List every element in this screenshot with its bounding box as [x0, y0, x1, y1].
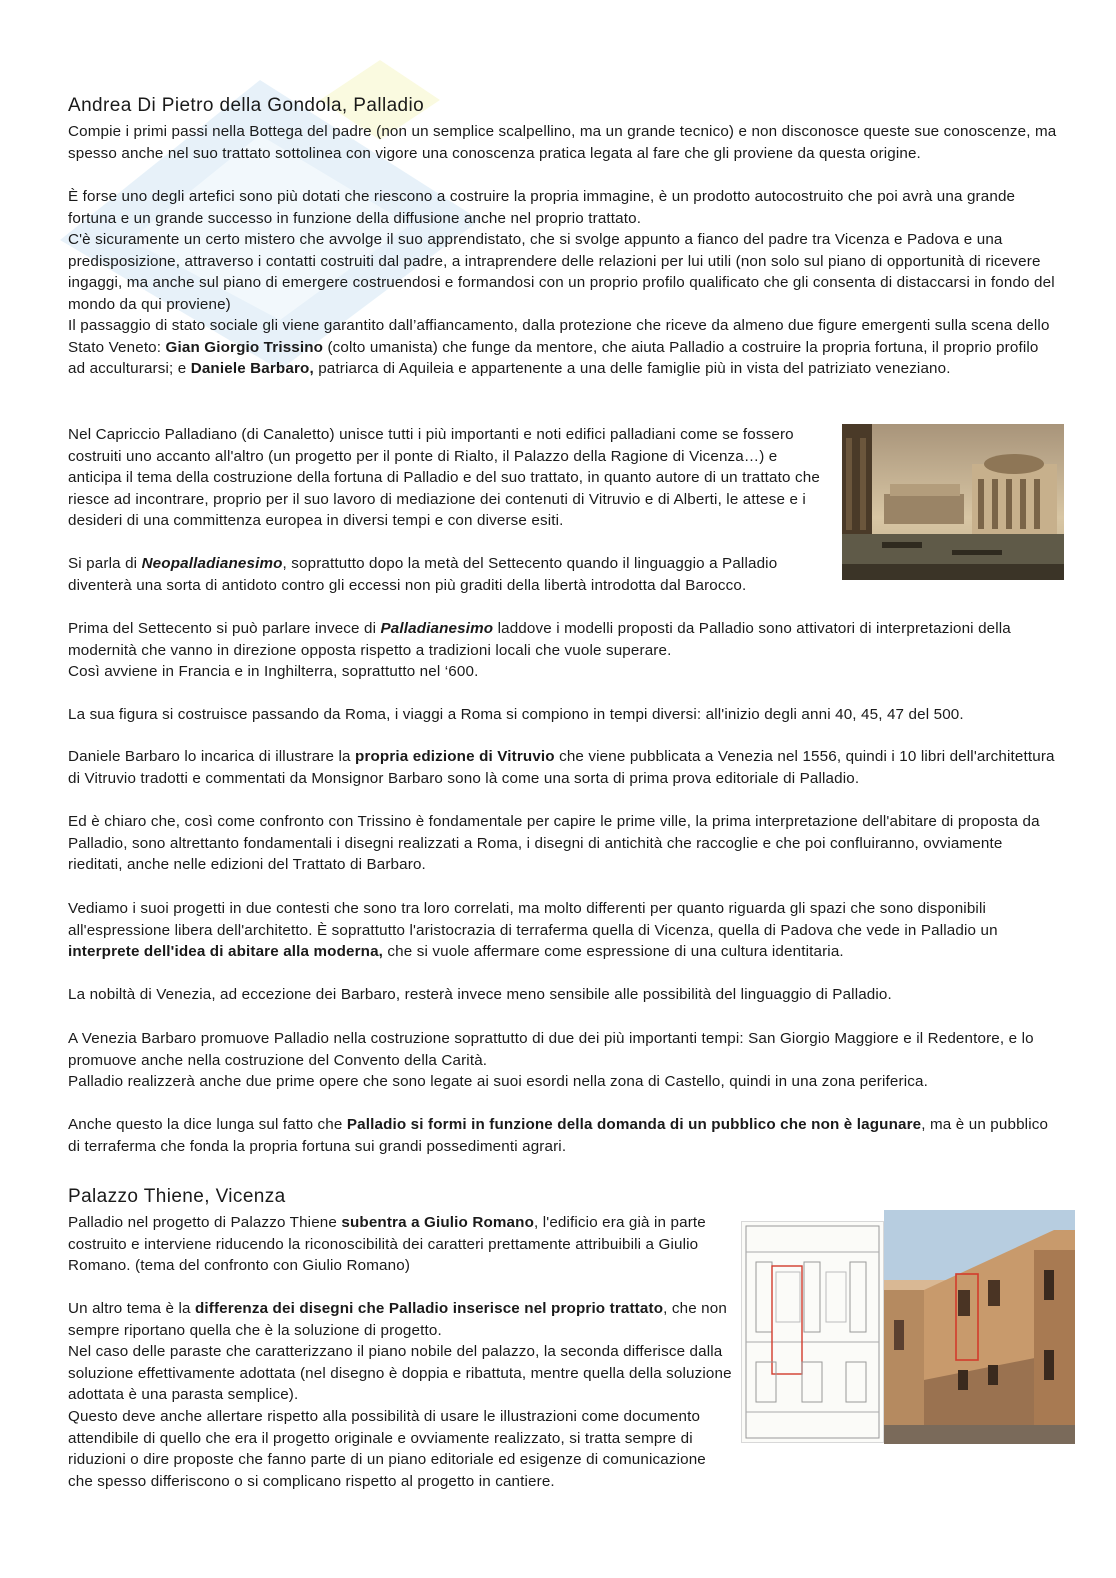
- bold-text-barbaro: Daniele Barbaro,: [190, 360, 314, 378]
- bold-text-vitruvio: propria edizione di Vitruvio: [355, 748, 555, 765]
- paragraph: È forse uno degli artefici sono più dotati che riescono a costruire la propria immagine, è un prodotto autocostruito che poi avrà una grande fortuna e un grande successo in funzione della diffusione anche nel proprio trattato.: [68, 188, 1016, 227]
- bold-text-trissino: Gian Giorgio Trissino: [165, 338, 324, 356]
- paragraph: Nel Capriccio Palladiano (di Canaletto) unisce tutti i più importanti e noti edifici palladiani come se fossero costruiti uno accanto all'altro (un progetto per il ponte di Rialto, il Palazzo della Ragione di Vicenza…) e anticipa il tema della costruzione della fortuna di Palladio e del suo trattato, in quanto autore di un trattato che riesce ad incontrare, proprio per il suo lavoro di mediazione dei contenuti di Vitruvio e di Alberti, le attese e i desideri di una committenza europea in diversi tempi e con diverse esiti.: [68, 426, 820, 530]
- text-run: (colto umanista) che funge da mentore, che aiuta Palladio a costruire la propria fortuna, il proprio profilo ad acculturarsi; e: [68, 338, 1039, 378]
- paragraph: Ed è chiaro che, così come confronto con Trissino è fondamentale per capire le prime ville, la prima interpretazione dell'abitare di proposta da Palladio, sono altrettanto fondamentali i disegni realizzati a Roma, i disegni di antichità che raccoglie e che poi confluiranno, ovviamente rieditati, anche nelle edizioni del Trattato di Barbaro.: [68, 813, 1040, 874]
- text-run: Daniele Barbaro lo incarica di illustrare la: [68, 748, 356, 765]
- paragraph: Nel caso delle paraste che caratterizzano il piano nobile del palazzo, la seconda differisce dalla soluzione effettivamente adottata (nel disegno è doppia e ribattuta, mentre quella della soluzione adottata è una parasta semplice).: [68, 1343, 732, 1404]
- text-run: Palladio nel progetto di Palazzo Thiene: [68, 1214, 342, 1231]
- paragraph: C'è sicuramente un certo mistero che avvolge il suo apprendistato, che si svolge appunto a fianco del padre tra Vicenza e Padova e una predisposizione, attraverso i contatti costruiti dal padre, a intraprendere delle relazioni per lui utili (non solo sul piano di opportunità di ricevere ingaggi, ma anche sul piano di emergere costruendosi e formandosi con un proprio profilo qualificato che gli consenta di distaccarsi in fondo del mondo da qui proviene): [68, 231, 1055, 313]
- text-run: Il passaggio di stato sociale gli viene garantito dall’affiancamento, dalla protezione che riceve da almeno due figure emergenti sulla scena dello Stato Veneto:: [68, 317, 1050, 356]
- palazzo-thiene-elevation-drawing: [741, 1221, 884, 1443]
- paragraph: [68, 1114, 1058, 1157]
- paragraph: Compie i primi passi nella Bottega del padre (non un semplice scalpellino, ma un grande tecnico) e non disconosce queste sue conoscenze, ma spesso anche nel suo trattato sottolinea con vigore una conoscenza pratica legata al fare che gli proviene da questa origine.: [68, 123, 1057, 162]
- text-run: Prima del Settecento si può parlare invece di: [68, 620, 381, 637]
- paragraph: [68, 1212, 728, 1277]
- text-run: , ma è un pubblico di terraferma che fonda la propria fortuna sui grandi possedimenti agrari.: [68, 1116, 1049, 1155]
- bold-text-differenza-disegni: differenza dei disegni che Palladio inserisce nel proprio trattato: [194, 1300, 664, 1317]
- bold-italic-palladianesimo: Palladianesimo: [380, 620, 494, 637]
- paragraph: Così avviene in Francia e in Inghilterra, soprattutto nel ‘600.: [68, 663, 479, 680]
- paragraph: La sua figura si costruisce passando da Roma, i viaggi a Roma si compiono in tempi diversi: all'inizio degli anni 40, 45, 47 del 500.: [68, 706, 964, 723]
- section-title-palazzo-thiene: Palazzo Thiene, Vicenza: [68, 1186, 286, 1207]
- text-run: , che non sempre riportano quella che è la soluzione di progetto.: [68, 1300, 727, 1339]
- text-run: Si parla di: [68, 555, 142, 572]
- text-run: Anche questo la dice lunga sul fatto che: [68, 1116, 347, 1133]
- paragraph: [68, 315, 1058, 380]
- bold-italic-neopalladianesimo: Neopalladianesimo: [141, 555, 283, 572]
- text-run: Un altro tema è la: [68, 1300, 195, 1317]
- canaletto-capriccio-painting: [842, 424, 1064, 580]
- text-run: , l'edificio era già in parte costruito e interviene riducendo la riconoscibilità dei caratteri prettamente attribuibili a Giulio Romano. (tema del confronto con Giulio Romano): [68, 1214, 706, 1275]
- paragraph: Palladio realizzerà anche due prime opere che sono legate ai suoi esordi nella zona di Castello, quindi in una zona periferica.: [68, 1073, 928, 1090]
- paragraph: [68, 553, 826, 596]
- paragraph: [68, 1298, 733, 1341]
- paragraph: La nobiltà di Venezia, ad eccezione dei Barbaro, resterà invece meno sensibile alle possibilità del linguaggio di Palladio.: [68, 986, 892, 1003]
- section-title-palladio: Andrea Di Pietro della Gondola, Palladio: [68, 95, 425, 116]
- bold-text-pubblico: Palladio si formi in funzione della domanda di un pubblico che non è lagunare: [346, 1116, 922, 1133]
- text-run: , soprattutto dopo la metà del Settecento quando il linguaggio a Palladio diventerà una sorta di antidoto contro gli eccessi non più graditi della libertà introdotta dal Barocco.: [68, 555, 778, 594]
- bold-text-giulio-romano: subentra a Giulio Romano: [341, 1214, 534, 1231]
- text-run: laddove i modelli proposti da Palladio sono attivatori di interpretazioni della modernità che vanno in direzione opposta rispetto a tradizioni locali che vuole superare.: [68, 620, 1011, 659]
- palazzo-thiene-street-photo: [884, 1210, 1075, 1444]
- text-run: Vediamo i suoi progetti in due contesti che sono tra loro correlati, ma molto differenti per quanto riguarda gli spazi che sono disponibili all'espressione libera dell'architetto. È soprattutto l'aristocrazia di terraferma quella di Vicenza, quella di Padova che vede in Palladio un: [68, 900, 998, 939]
- text-run: che si vuole affermare come espressione di una cultura identitaria.: [383, 943, 844, 961]
- paragraph: A Venezia Barbaro promuove Palladio nella costruzione soprattutto di due dei più importanti tempi: San Giorgio Maggiore e il Redentore, e lo promuove anche nella costruzione del Convento della Carità.: [68, 1030, 1034, 1069]
- paragraph: [68, 618, 1058, 661]
- paragraph: Questo deve anche allertare rispetto alla possibilità di usare le illustrazioni come documento attendibile di quello che era il progetto originale e ovviamente realizzato, si tratta sempre di riduzioni o dire proposte che fanno parte di un piano editoriale ed esigenze di comunicazione che spesso differiscono o si complicano rispetto al progetto in cantiere.: [68, 1408, 706, 1490]
- text-run: patriarca di Aquileia e appartenente a una delle famiglie più in vista del patriziato veneziano.: [313, 360, 951, 378]
- bold-text-interprete: interprete dell'idea di abitare alla moderna,: [68, 943, 384, 961]
- paragraph: [68, 746, 1058, 789]
- paragraph: [68, 898, 1058, 963]
- text-run: che viene pubblicata a Venezia nel 1556, quindi i 10 libri dell'architettura di Vitruvio tradotti e commentati da Monsignor Barbaro sono là come una sorta di prima prova editoriale di Palladio.: [68, 748, 1055, 787]
